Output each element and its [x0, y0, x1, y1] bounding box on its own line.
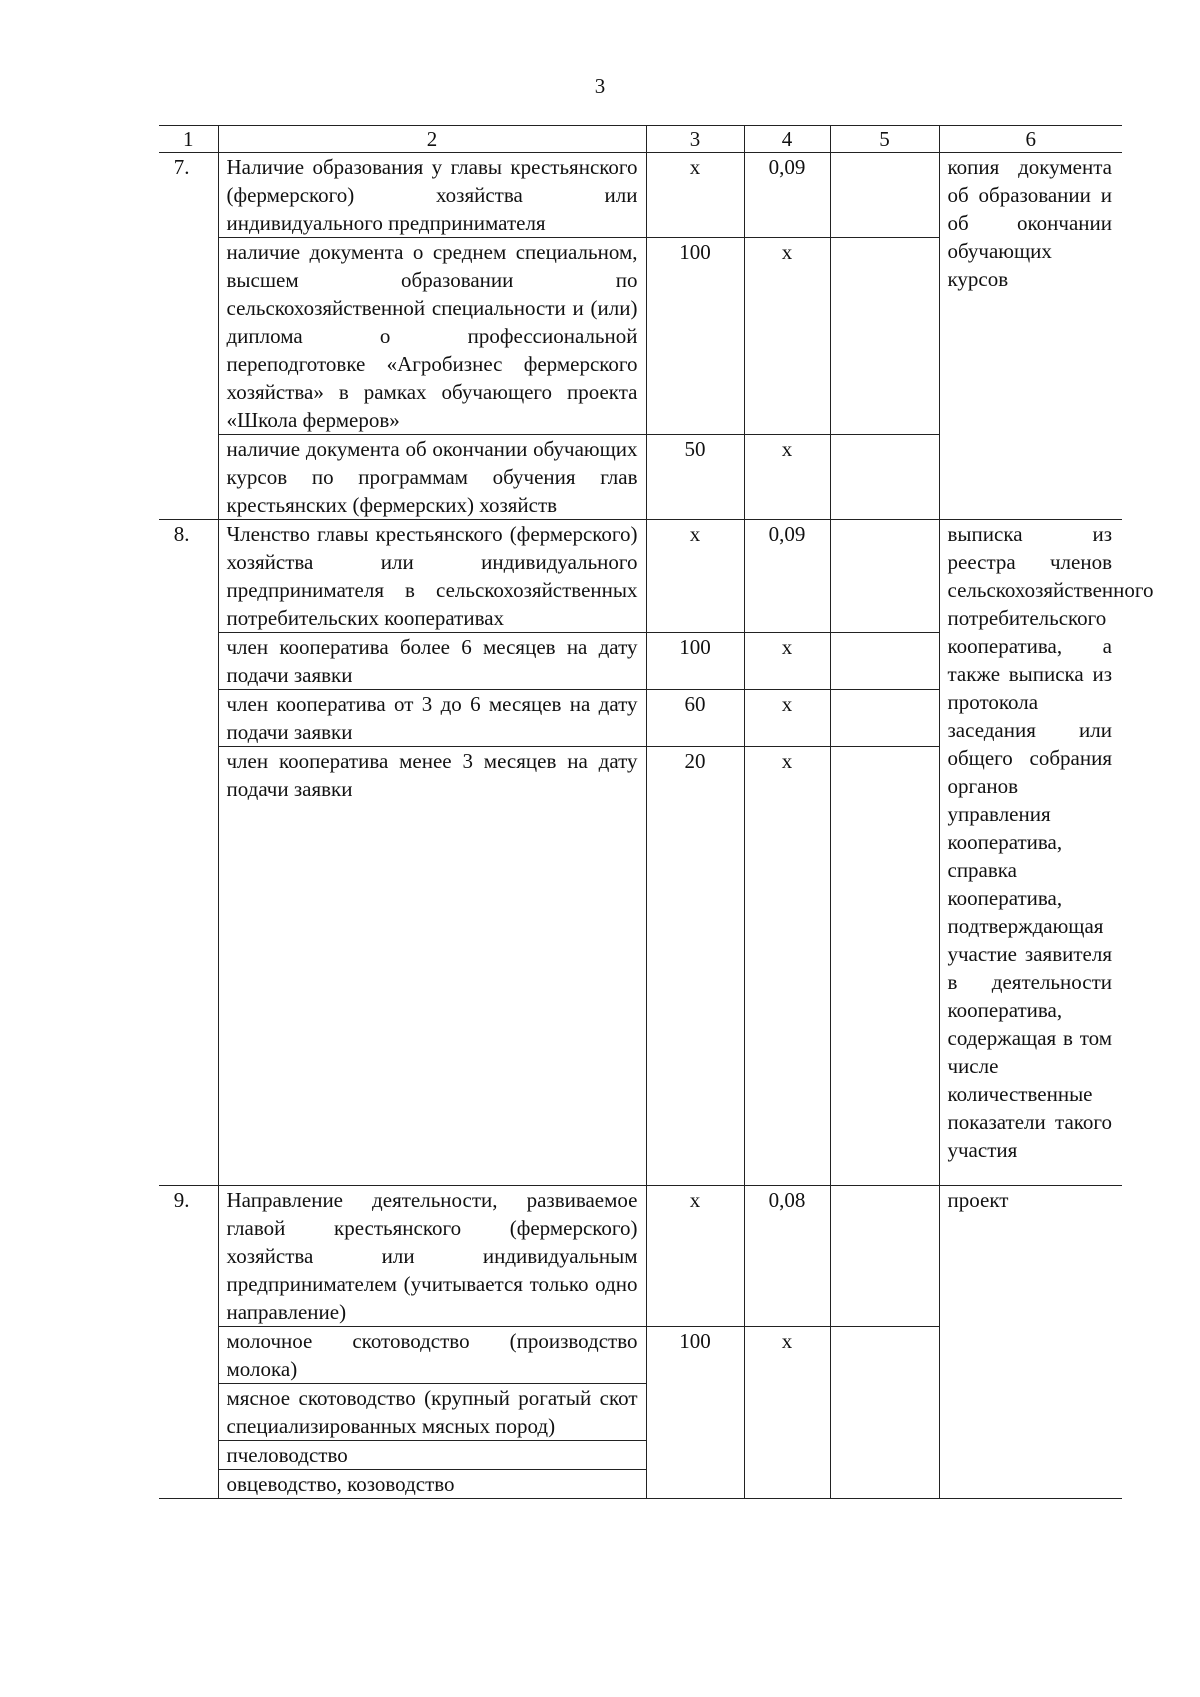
score-cell: х [646, 153, 744, 238]
weight-cell: х [744, 1327, 830, 1499]
empty-cell [830, 747, 939, 1186]
header-cell-5: 5 [830, 126, 939, 153]
header-cell-2: 2 [218, 126, 646, 153]
empty-cell [830, 520, 939, 633]
table-row [159, 1186, 1122, 1327]
header-cell-3: 3 [646, 126, 744, 153]
page-number: 3 [594, 74, 606, 98]
empty-cell [830, 633, 939, 690]
score-cell: 20 [646, 747, 744, 1186]
criterion-option: наличие документа об окончании обучающих курсов по программам обучения глав крестьянских (фермерских) хозяйств [218, 435, 646, 520]
criterion-option: пчеловодство [218, 1441, 646, 1470]
weight-cell: 0,09 [744, 520, 830, 633]
score-cell: 100 [646, 1327, 744, 1499]
criterion-title: Направление деятельности, развиваемое главой крестьянского (фермерского) хозяйства или индивидуальным предпринимателем (учитывается только одно направление) [218, 1186, 646, 1327]
criterion-option: мясное скотоводство (крупный рогатый скот специализированных мясных пород) [218, 1384, 646, 1441]
document-cell: проект [939, 1186, 1122, 1499]
row-number: 8. [159, 520, 218, 1186]
criterion-option: член кооператива более 6 месяцев на дату подачи заявки [218, 633, 646, 690]
empty-cell [830, 153, 939, 238]
score-cell: х [646, 1186, 744, 1327]
row-number: 7. [159, 153, 218, 520]
document-cell: выписка из реестра членов сельскохозяйственного потребительского кооператива, а также выписка из протокола заседания или общего собрания органов управления кооператива, справка кооператива, подтверждающая участие заявителя в деятельности кооператива, содержащая в том числе количественные показатели такого участия [939, 520, 1122, 1186]
row-number: 9. [159, 1186, 218, 1499]
document-cell: копия документа об образовании и об окончании обучающих курсов [939, 153, 1122, 520]
criterion-option: молочное скотоводство (производство молока) [218, 1327, 646, 1384]
score-cell: 100 [646, 633, 744, 690]
header-cell-4: 4 [744, 126, 830, 153]
weight-cell: х [744, 690, 830, 747]
score-cell: 100 [646, 238, 744, 435]
table-row [159, 520, 1122, 633]
criterion-option: наличие документа о среднем специальном, высшем образовании по сельскохозяйственной специальности и (или) диплома о профессиональной переподготовке «Агробизнес фермерского хозяйства» в рамках обучающего проекта «Школа фермеров» [218, 238, 646, 435]
weight-cell: х [744, 633, 830, 690]
criterion-option: член кооператива менее 3 месяцев на дату подачи заявки [218, 747, 646, 1186]
score-cell: 60 [646, 690, 744, 747]
score-cell: х [646, 520, 744, 633]
score-cell: 50 [646, 435, 744, 520]
criterion-option: овцеводство, козоводство [218, 1470, 646, 1499]
weight-cell: х [744, 747, 830, 1186]
criterion-title: Наличие образования у главы крестьянского (фермерского) хозяйства или индивидуального предпринимателя [218, 153, 646, 238]
header-cell-1: 1 [159, 126, 218, 153]
weight-cell: 0,08 [744, 1186, 830, 1327]
empty-cell [830, 238, 939, 435]
empty-cell [830, 435, 939, 520]
weight-cell: 0,09 [744, 153, 830, 238]
criteria-table [159, 125, 1154, 1499]
criterion-title: Членство главы крестьянского (фермерского) хозяйства или индивидуального предпринимателя в сельскохозяйственных потребительских кооперативах [218, 520, 646, 633]
empty-cell [830, 1327, 939, 1499]
empty-cell [830, 690, 939, 747]
criterion-option: член кооператива от 3 до 6 месяцев на дату подачи заявки [218, 690, 646, 747]
weight-cell: х [744, 435, 830, 520]
table-header-row [159, 126, 1122, 153]
weight-cell: х [744, 238, 830, 435]
empty-cell [830, 1186, 939, 1327]
header-cell-6: 6 [939, 126, 1122, 153]
table-row [159, 153, 1122, 238]
